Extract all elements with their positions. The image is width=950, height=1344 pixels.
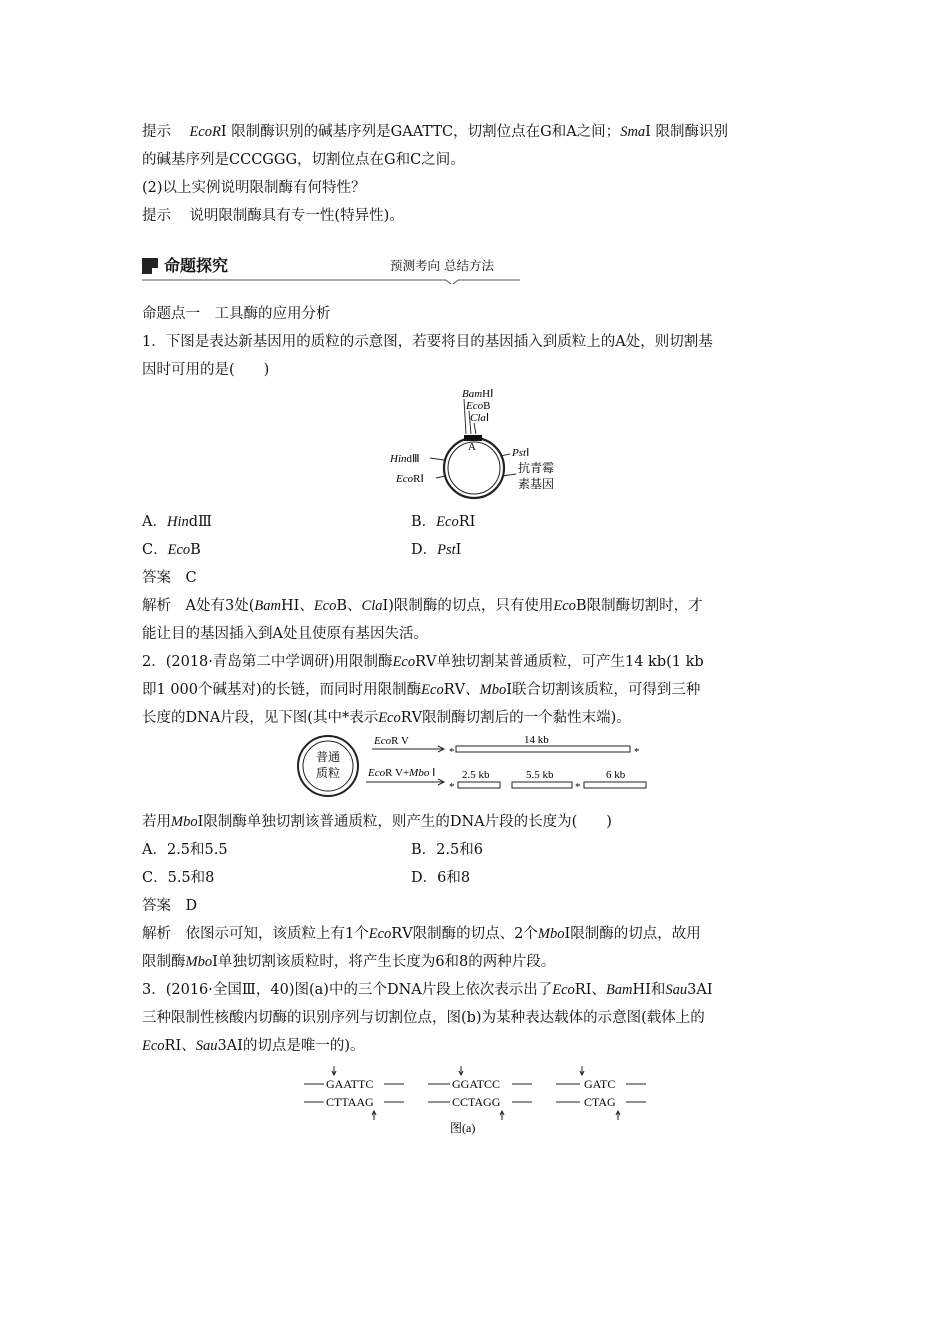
label-5-5kb: 5.5 kb: [526, 769, 554, 781]
point1-heading: 命题点一 工具酶的应用分析: [142, 306, 331, 322]
question2-line2: 即1 000个碱基对)的长链，而同时用限制酶EcoRⅤ、MboⅠ联合切割该质粒，可得到三种: [142, 682, 701, 698]
fragment-6kb: [584, 782, 646, 788]
question3-line2: 三种限制性核酸内切酶的识别序列与切割位点，图(b)为某种表达载体的示意图(载体上的: [142, 1010, 705, 1026]
arrow2-label: EcoR V+Mbo Ⅰ: [368, 767, 436, 779]
label-amp2: 素基因: [518, 477, 555, 491]
label-amp1: 抗青霉: [518, 461, 555, 475]
q2-option-b: B．2.5和6: [411, 842, 483, 858]
arrow1-label: EcoR V: [374, 735, 409, 747]
label-14kb: 14 kb: [524, 734, 549, 746]
label-bam: BamHⅠ: [462, 388, 494, 400]
question1-line1: 1．下图是表达新基因用的质粒的示意图，若要将目的基因插入到质粒上的A处，则切割基: [142, 334, 713, 350]
label-ecob: EcoB: [466, 400, 491, 412]
q1-analysis-line1: 解析 A处有3处(BamHⅠ、EcoB、ClaⅠ)限制酶的切点，只有使用EcoB限制酶切割时，才: [142, 598, 703, 614]
digest-figure: [292, 732, 652, 802]
section-title: 命题探究: [164, 256, 229, 275]
star-3: *: [449, 781, 455, 793]
label-cla: ClaⅠ: [470, 412, 490, 424]
q2-option-c: C．5.5和8: [142, 870, 215, 886]
label-hind: HindⅢ: [390, 453, 420, 465]
star-4: *: [575, 781, 581, 793]
question2-line3: 长度的DNA片段，见下图(其中*表示EcoRⅤ限制酶切割后的一个黏性末端)。: [142, 710, 631, 726]
question2-line1: 2．(2018·青岛第二中学调研)用限制酶EcoRⅤ单独切割某普通质粒，可产生14 kb(1 kb: [142, 654, 704, 670]
seq1-top: GAATTC: [326, 1077, 374, 1091]
q2-option-a: A．2.5和5.5: [142, 842, 228, 858]
q1-answer: 答案 C: [142, 570, 197, 586]
label-2-5kb: 2.5 kb: [462, 769, 490, 781]
label-ecor: EcoRⅠ: [396, 473, 424, 485]
q1-option-c: C．EcoB: [142, 542, 201, 558]
hint1-line1: 提示 EcoRⅠ 限制酶识别的碱基序列是GAATTC，切割位点在G和A之间；SmaⅠ 限制酶识别: [142, 124, 729, 140]
plasmid-label-2: 质粒: [316, 766, 341, 780]
q2-option-d: D．6和8: [411, 870, 471, 886]
seq1-bottom: CTTAAG: [326, 1095, 374, 1109]
plasmid-figure-1: [384, 384, 604, 504]
hint2: 提示 说明限制酶具有专一性(特异性)。: [142, 208, 404, 224]
seq3-top: GATC: [584, 1077, 616, 1091]
q2-answer: 答案 D: [142, 898, 198, 914]
seq2-top: GGATCC: [452, 1077, 501, 1091]
hint1-line2: 的碱基序列是CCCGGG，切割位点在G和C之间。: [142, 152, 465, 168]
fragment-5-5kb: [512, 782, 572, 788]
q1-option-d: D．PstⅠ: [411, 542, 462, 558]
fragment-14kb: [456, 746, 630, 752]
star-2: *: [634, 746, 640, 758]
q1-option-b: B．EcoRⅠ: [411, 514, 476, 530]
q1-option-a: A．HindⅢ: [142, 514, 212, 530]
question3-line1: 3．(2016·全国Ⅲ，40)图(a)中的三个DNA片段上依次表示出了EcoRⅠ、BamHⅠ和Sau3AⅠ: [142, 982, 713, 998]
plasmid-label-1: 普通: [316, 750, 341, 764]
section-subtitle: 预测考向 总结方法: [390, 258, 494, 273]
restriction-sites-figure: [300, 1064, 660, 1144]
label-pst: PstⅠ: [512, 447, 530, 459]
fragment-2-5kb: [458, 782, 500, 788]
star-1: *: [449, 746, 455, 758]
question3-line3: EcoRⅠ、Sau3AⅠ的切点是唯一的)。: [142, 1038, 365, 1054]
seq3-bottom: CTAG: [584, 1095, 616, 1109]
figure-a-caption: 图(a): [450, 1121, 476, 1135]
q2-analysis-line2: 限制酶MboⅠ单独切割该质粒时，将产生长度为6和8的两种片段。: [142, 954, 556, 970]
question1-line2: 因时可用的是( ): [142, 362, 270, 378]
section-header: [142, 256, 520, 284]
q1-analysis-line2: 能让目的基因插入到A处且使原有基因失活。: [142, 626, 428, 642]
question-2-text: (2)以上实例说明限制酶有何特性？: [142, 180, 366, 196]
q2-analysis-line1: 解析 依图示可知，该质粒上有1个EcoRⅤ限制酶的切点、2个MboⅠ限制酶的切点，故用: [142, 926, 701, 942]
question2-query: 若用MboⅠ限制酶单独切割该普通质粒，则产生的DNA片段的长度为( ): [142, 814, 612, 830]
seq2-bottom: CCTAGG: [452, 1095, 501, 1109]
label-a: A: [468, 441, 476, 453]
label-6kb: 6 kb: [606, 769, 626, 781]
